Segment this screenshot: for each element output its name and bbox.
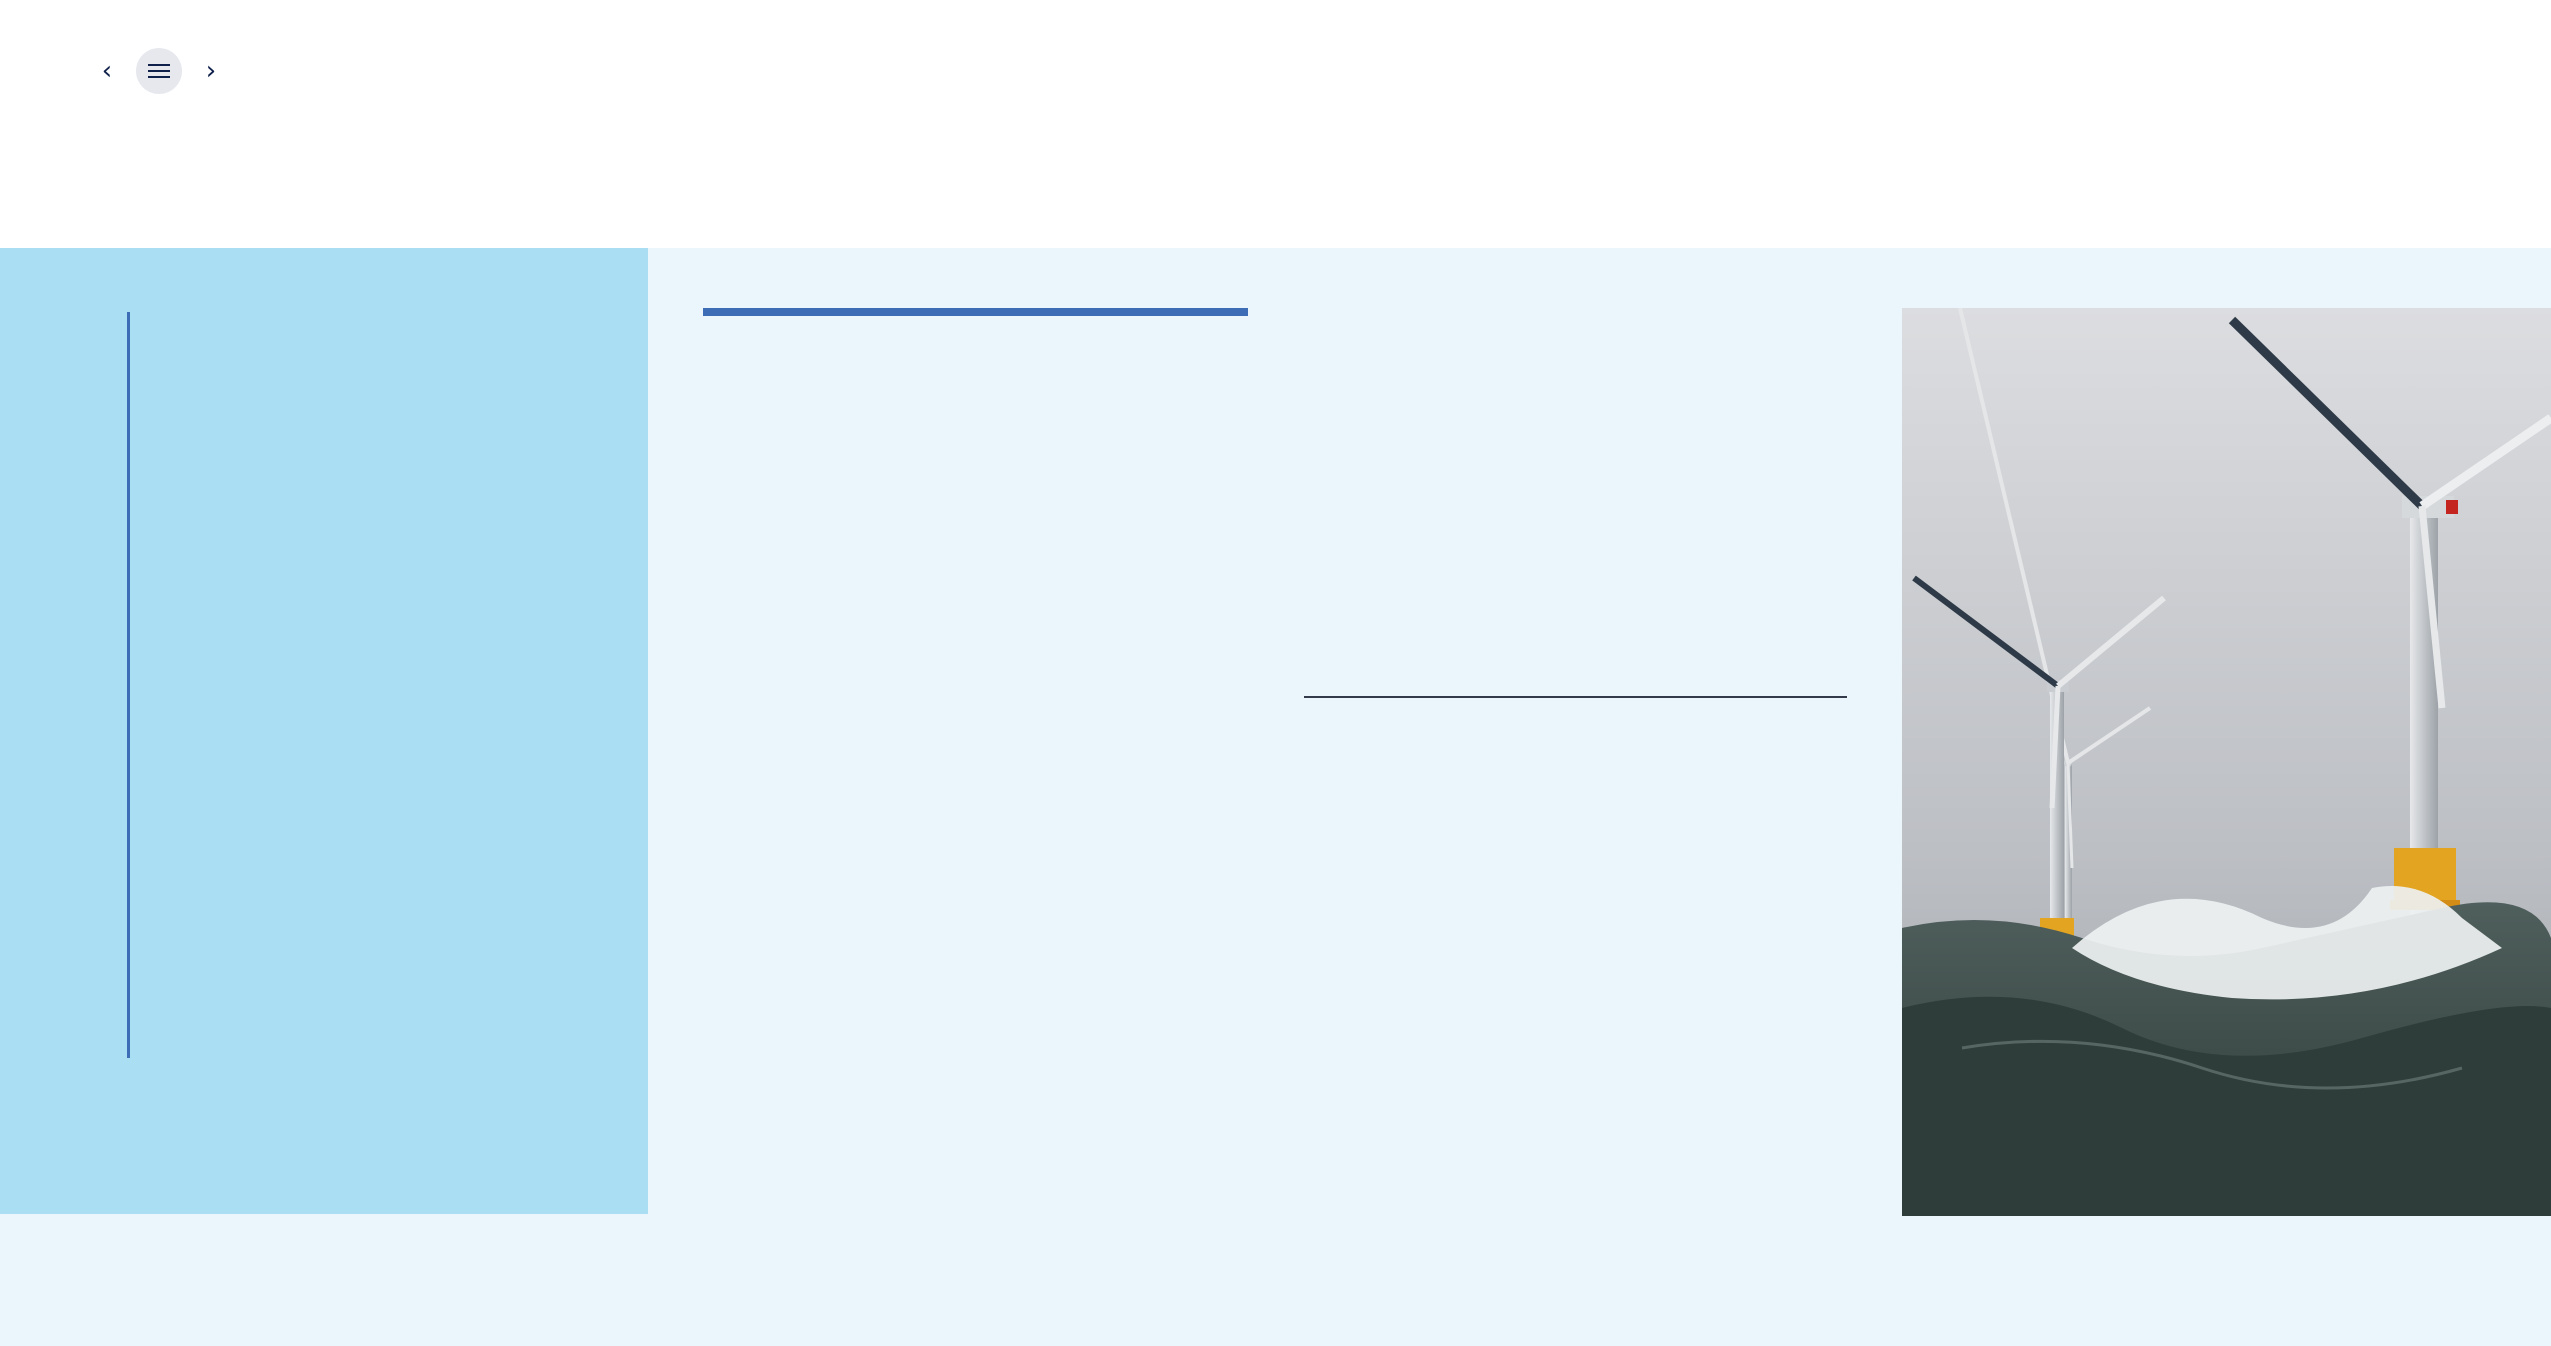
- chevron-right-icon[interactable]: ›: [205, 56, 217, 86]
- highlights-panel: [0, 248, 648, 1214]
- chevron-left-icon[interactable]: ‹: [101, 56, 113, 86]
- wind-farm-photo: [1902, 308, 2551, 1216]
- brand[interactable]: [2443, 59, 2447, 81]
- chart-divider: [1304, 696, 1847, 698]
- timeline-line: [127, 312, 130, 1058]
- hamburger-menu-icon[interactable]: [136, 48, 182, 94]
- article-column-left: [703, 308, 1248, 336]
- accent-bar: [703, 308, 1248, 316]
- top-navigation: [0, 0, 2551, 140]
- nav-controls: [92, 48, 226, 94]
- wind-turbine-image: [1902, 308, 2551, 1216]
- emissions-chart: [1300, 770, 1860, 1185]
